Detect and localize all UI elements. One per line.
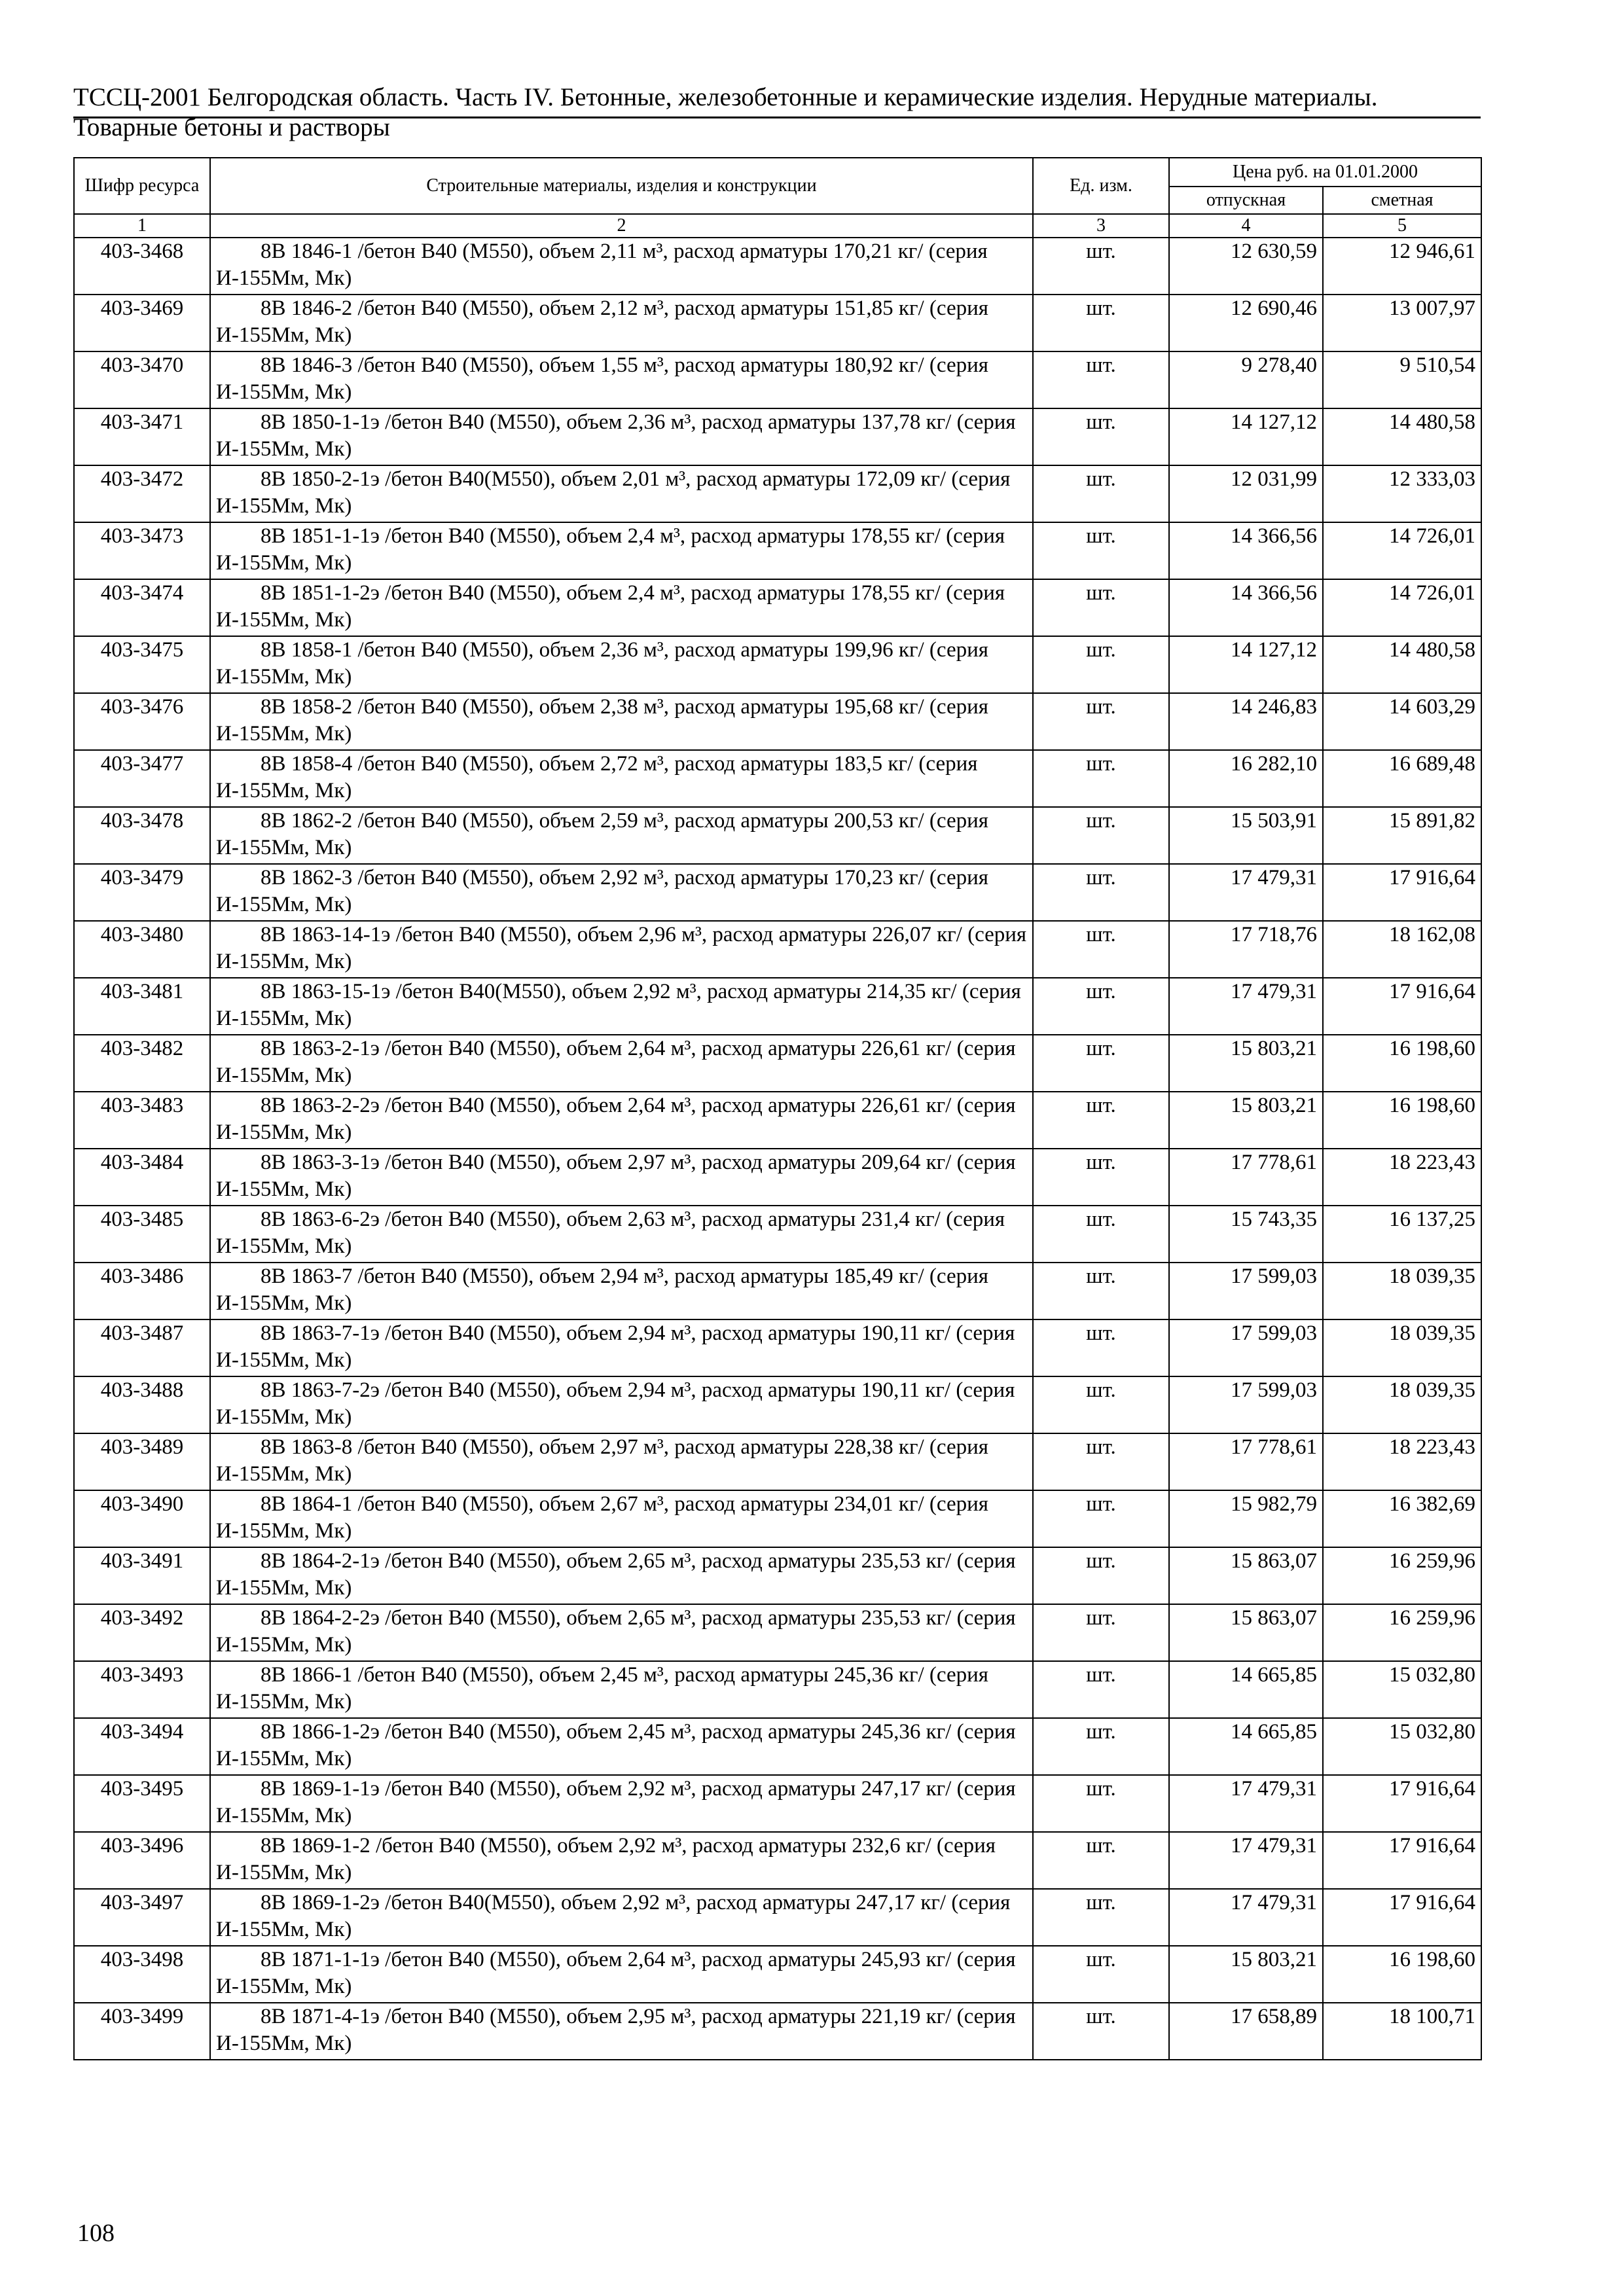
page-number: 108 [77, 2219, 115, 2247]
estimate-price: 15 891,82 [1323, 807, 1481, 864]
resource-code: 403-3489 [74, 1433, 210, 1490]
unit-of-measure: шт. [1033, 522, 1169, 579]
table-row [74, 921, 1481, 978]
release-price: 15 743,35 [1169, 1206, 1323, 1263]
resource-code: 403-3482 [74, 1035, 210, 1092]
resource-code: 403-3479 [74, 864, 210, 921]
column-number: 2 [210, 214, 1033, 238]
material-description: 8В 1863-14-1э /бетон В40 (М550), объем 2,96 м³, расход арматуры 226,07 кг/ (серия И-155Мм, Мк) [210, 921, 1033, 978]
unit-of-measure: шт. [1033, 693, 1169, 750]
material-description: 8В 1863-7-2э /бетон В40 (М550), объем 2,94 м³, расход арматуры 190,11 кг/ (серия И-155Мм, Мк) [210, 1376, 1033, 1433]
release-price: 17 778,61 [1169, 1433, 1323, 1490]
material-description: 8В 1846-2 /бетон В40 (М550), объем 2,12 м³, расход арматуры 151,85 кг/ (серия И-155Мм, Мк) [210, 295, 1033, 351]
material-description: 8В 1850-1-1э /бетон В40 (М550), объем 2,36 м³, расход арматуры 137,78 кг/ (серия И-155Мм, Мк) [210, 408, 1033, 465]
material-description: 8В 1863-15-1э /бетон В40(М550), объем 2,92 м³, расход арматуры 214,35 кг/ (серия И-155Мм, Мк) [210, 978, 1033, 1035]
material-description: 8В 1863-7 /бетон В40 (М550), объем 2,94 м³, расход арматуры 185,49 кг/ (серия И-155Мм, Мк) [210, 1263, 1033, 1319]
unit-of-measure: шт. [1033, 636, 1169, 693]
table-row [74, 238, 1481, 295]
release-price: 15 803,21 [1169, 1946, 1323, 2003]
resource-code: 403-3498 [74, 1946, 210, 2003]
header-unit: Ед. изм. [1033, 158, 1169, 214]
resource-code: 403-3483 [74, 1092, 210, 1149]
release-price: 17 479,31 [1169, 978, 1323, 1035]
resource-code: 403-3476 [74, 693, 210, 750]
unit-of-measure: шт. [1033, 1263, 1169, 1319]
table-row [74, 1775, 1481, 1832]
resource-code: 403-3499 [74, 2003, 210, 2060]
resource-code: 403-3487 [74, 1319, 210, 1376]
release-price: 15 863,07 [1169, 1547, 1323, 1604]
estimate-price: 9 510,54 [1323, 351, 1481, 408]
resource-code: 403-3495 [74, 1775, 210, 1832]
table-row [74, 1547, 1481, 1604]
unit-of-measure: шт. [1033, 1832, 1169, 1889]
unit-of-measure: шт. [1033, 750, 1169, 807]
material-description: 8В 1863-3-1э /бетон В40 (М550), объем 2,97 м³, расход арматуры 209,64 кг/ (серия И-155Мм, Мк) [210, 1149, 1033, 1206]
release-price: 15 503,91 [1169, 807, 1323, 864]
unit-of-measure: шт. [1033, 921, 1169, 978]
header-materials: Строительные материалы, изделия и конструкции [210, 158, 1033, 214]
resource-code: 403-3490 [74, 1490, 210, 1547]
estimate-price: 16 137,25 [1323, 1206, 1481, 1263]
unit-of-measure: шт. [1033, 2003, 1169, 2060]
unit-of-measure: шт. [1033, 1946, 1169, 2003]
material-description: 8В 1866-1-2э /бетон В40 (М550), объем 2,45 м³, расход арматуры 245,36 кг/ (серия И-155Мм, Мк) [210, 1718, 1033, 1775]
release-price: 17 599,03 [1169, 1263, 1323, 1319]
material-description: 8В 1871-1-1э /бетон В40 (М550), объем 2,64 м³, расход арматуры 245,93 кг/ (серия И-155Мм, Мк) [210, 1946, 1033, 2003]
material-description: 8В 1851-1-1э /бетон В40 (М550), объем 2,4 м³, расход арматуры 178,55 кг/ (серия И-155Мм, Мк) [210, 522, 1033, 579]
column-number: 3 [1033, 214, 1169, 238]
release-price: 15 803,21 [1169, 1092, 1323, 1149]
material-description: 8В 1858-2 /бетон В40 (М550), объем 2,38 м³, расход арматуры 195,68 кг/ (серия И-155Мм, Мк) [210, 693, 1033, 750]
table-row [74, 1490, 1481, 1547]
estimate-price: 16 259,96 [1323, 1604, 1481, 1661]
release-price: 17 658,89 [1169, 2003, 1323, 2060]
table-row [74, 579, 1481, 636]
unit-of-measure: шт. [1033, 1547, 1169, 1604]
table-row [74, 636, 1481, 693]
release-price: 17 599,03 [1169, 1319, 1323, 1376]
estimate-price: 17 916,64 [1323, 1775, 1481, 1832]
resource-code: 403-3480 [74, 921, 210, 978]
estimate-price: 12 946,61 [1323, 238, 1481, 295]
material-description: 8В 1863-7-1э /бетон В40 (М550), объем 2,94 м³, расход арматуры 190,11 кг/ (серия И-155Мм, Мк) [210, 1319, 1033, 1376]
material-description: 8В 1869-1-1э /бетон В40 (М550), объем 2,92 м³, расход арматуры 247,17 кг/ (серия И-155Мм, Мк) [210, 1775, 1033, 1832]
release-price: 14 366,56 [1169, 579, 1323, 636]
estimate-price: 16 259,96 [1323, 1547, 1481, 1604]
estimate-price: 18 039,35 [1323, 1376, 1481, 1433]
release-price: 12 031,99 [1169, 465, 1323, 522]
material-description: 8В 1862-3 /бетон В40 (М550), объем 2,92 м³, расход арматуры 170,23 кг/ (серия И-155Мм, Мк) [210, 864, 1033, 921]
release-price: 14 665,85 [1169, 1661, 1323, 1718]
resource-code: 403-3484 [74, 1149, 210, 1206]
release-price: 12 630,59 [1169, 238, 1323, 295]
table-row [74, 1319, 1481, 1376]
resource-code: 403-3481 [74, 978, 210, 1035]
unit-of-measure: шт. [1033, 978, 1169, 1035]
table-row [74, 1832, 1481, 1889]
table-row [74, 1263, 1481, 1319]
release-price: 15 803,21 [1169, 1035, 1323, 1092]
unit-of-measure: шт. [1033, 864, 1169, 921]
estimate-price: 16 198,60 [1323, 1035, 1481, 1092]
table-row [74, 1206, 1481, 1263]
resource-code: 403-3492 [74, 1604, 210, 1661]
resource-code: 403-3478 [74, 807, 210, 864]
resource-code: 403-3491 [74, 1547, 210, 1604]
unit-of-measure: шт. [1033, 807, 1169, 864]
estimate-price: 16 689,48 [1323, 750, 1481, 807]
unit-of-measure: шт. [1033, 1206, 1169, 1263]
estimate-price: 18 039,35 [1323, 1263, 1481, 1319]
document-title: ТССЦ-2001 Белгородская область. Часть IV. Бетонные, железобетонные и керамические изделия. Нерудные материалы. Товарные бетоны и растворы [73, 83, 1378, 141]
material-description: 8В 1863-6-2э /бетон В40 (М550), объем 2,63 м³, расход арматуры 231,4 кг/ (серия И-155Мм, Мк) [210, 1206, 1033, 1263]
table-row [74, 693, 1481, 750]
release-price: 12 690,46 [1169, 295, 1323, 351]
table-row [74, 295, 1481, 351]
material-description: 8В 1864-1 /бетон В40 (М550), объем 2,67 м³, расход арматуры 234,01 кг/ (серия И-155Мм, Мк) [210, 1490, 1033, 1547]
column-number: 5 [1323, 214, 1481, 238]
material-description: 8В 1862-2 /бетон В40 (М550), объем 2,59 м³, расход арматуры 200,53 кг/ (серия И-155Мм, Мк) [210, 807, 1033, 864]
material-description: 8В 1864-2-1э /бетон В40 (М550), объем 2,65 м³, расход арматуры 235,53 кг/ (серия И-155Мм, Мк) [210, 1547, 1033, 1604]
table-row [74, 1092, 1481, 1149]
unit-of-measure: шт. [1033, 1889, 1169, 1946]
unit-of-measure: шт. [1033, 1775, 1169, 1832]
unit-of-measure: шт. [1033, 1035, 1169, 1092]
table-row [74, 522, 1481, 579]
material-description: 8В 1863-2-1э /бетон В40 (М550), объем 2,64 м³, расход арматуры 226,61 кг/ (серия И-155Мм, Мк) [210, 1035, 1033, 1092]
estimate-price: 18 223,43 [1323, 1149, 1481, 1206]
estimate-price: 18 162,08 [1323, 921, 1481, 978]
header-price-group: Цена руб. на 01.01.2000 [1169, 158, 1481, 187]
material-description: 8В 1846-3 /бетон В40 (М550), объем 1,55 м³, расход арматуры 180,92 кг/ (серия И-155Мм, Мк) [210, 351, 1033, 408]
resource-code: 403-3485 [74, 1206, 210, 1263]
header-code: Шифр ресурса [74, 158, 210, 214]
resource-code: 403-3473 [74, 522, 210, 579]
unit-of-measure: шт. [1033, 351, 1169, 408]
estimate-price: 15 032,80 [1323, 1718, 1481, 1775]
unit-of-measure: шт. [1033, 1149, 1169, 1206]
release-price: 17 479,31 [1169, 1889, 1323, 1946]
release-price: 16 282,10 [1169, 750, 1323, 807]
unit-of-measure: шт. [1033, 1319, 1169, 1376]
material-description: 8В 1863-2-2э /бетон В40 (М550), объем 2,64 м³, расход арматуры 226,61 кг/ (серия И-155Мм, Мк) [210, 1092, 1033, 1149]
release-price: 14 127,12 [1169, 636, 1323, 693]
unit-of-measure: шт. [1033, 1604, 1169, 1661]
header-divider [73, 117, 1481, 118]
release-price: 15 863,07 [1169, 1604, 1323, 1661]
resource-code: 403-3493 [74, 1661, 210, 1718]
estimate-price: 14 726,01 [1323, 579, 1481, 636]
material-description: 8В 1864-2-2э /бетон В40 (М550), объем 2,65 м³, расход арматуры 235,53 кг/ (серия И-155Мм, Мк) [210, 1604, 1033, 1661]
material-description: 8В 1871-4-1э /бетон В40 (М550), объем 2,95 м³, расход арматуры 221,19 кг/ (серия И-155Мм, Мк) [210, 2003, 1033, 2060]
resource-code: 403-3474 [74, 579, 210, 636]
material-description: 8В 1869-1-2 /бетон В40 (М550), объем 2,92 м³, расход арматуры 232,6 кг/ (серия И-155Мм, Мк) [210, 1832, 1033, 1889]
resource-code: 403-3471 [74, 408, 210, 465]
release-price: 17 778,61 [1169, 1149, 1323, 1206]
header-price-release: отпускная [1169, 187, 1323, 214]
table-row [74, 351, 1481, 408]
unit-of-measure: шт. [1033, 1092, 1169, 1149]
estimate-price: 12 333,03 [1323, 465, 1481, 522]
release-price: 15 982,79 [1169, 1490, 1323, 1547]
unit-of-measure: шт. [1033, 1661, 1169, 1718]
material-description: 8В 1851-1-2э /бетон В40 (М550), объем 2,4 м³, расход арматуры 178,55 кг/ (серия И-155Мм, Мк) [210, 579, 1033, 636]
estimate-price: 14 603,29 [1323, 693, 1481, 750]
resource-code: 403-3477 [74, 750, 210, 807]
resource-code: 403-3497 [74, 1889, 210, 1946]
resource-code: 403-3488 [74, 1376, 210, 1433]
release-price: 17 479,31 [1169, 864, 1323, 921]
resource-code: 403-3486 [74, 1263, 210, 1319]
table-row [74, 1889, 1481, 1946]
table-row [74, 1149, 1481, 1206]
release-price: 14 366,56 [1169, 522, 1323, 579]
release-price: 14 127,12 [1169, 408, 1323, 465]
header-price-estimate: сметная [1323, 187, 1481, 214]
estimate-price: 17 916,64 [1323, 978, 1481, 1035]
unit-of-measure: шт. [1033, 408, 1169, 465]
table-row [74, 408, 1481, 465]
estimate-price: 17 916,64 [1323, 864, 1481, 921]
resource-code: 403-3496 [74, 1832, 210, 1889]
release-price: 17 479,31 [1169, 1775, 1323, 1832]
resource-code: 403-3475 [74, 636, 210, 693]
unit-of-measure: шт. [1033, 1376, 1169, 1433]
estimate-price: 16 382,69 [1323, 1490, 1481, 1547]
table-row [74, 1718, 1481, 1775]
estimate-price: 17 916,64 [1323, 1832, 1481, 1889]
table-row [74, 1035, 1481, 1092]
estimate-price: 14 726,01 [1323, 522, 1481, 579]
column-number: 4 [1169, 214, 1323, 238]
estimate-price: 14 480,58 [1323, 408, 1481, 465]
release-price: 9 278,40 [1169, 351, 1323, 408]
price-table-body [74, 238, 1481, 2060]
unit-of-measure: шт. [1033, 465, 1169, 522]
unit-of-measure: шт. [1033, 238, 1169, 295]
estimate-price: 15 032,80 [1323, 1661, 1481, 1718]
release-price: 14 246,83 [1169, 693, 1323, 750]
table-row [74, 1376, 1481, 1433]
estimate-price: 14 480,58 [1323, 636, 1481, 693]
release-price: 17 718,76 [1169, 921, 1323, 978]
table-row [74, 465, 1481, 522]
unit-of-measure: шт. [1033, 579, 1169, 636]
resource-code: 403-3494 [74, 1718, 210, 1775]
unit-of-measure: шт. [1033, 295, 1169, 351]
table-row [74, 1661, 1481, 1718]
table-row [74, 978, 1481, 1035]
price-table [73, 157, 1482, 2060]
material-description: 8В 1858-1 /бетон В40 (М550), объем 2,36 м³, расход арматуры 199,96 кг/ (серия И-155Мм, Мк) [210, 636, 1033, 693]
table-row [74, 864, 1481, 921]
release-price: 17 479,31 [1169, 1832, 1323, 1889]
resource-code: 403-3472 [74, 465, 210, 522]
material-description: 8В 1846-1 /бетон В40 (М550), объем 2,11 м³, расход арматуры 170,21 кг/ (серия И-155Мм, Мк) [210, 238, 1033, 295]
table-row [74, 1604, 1481, 1661]
unit-of-measure: шт. [1033, 1718, 1169, 1775]
table-row [74, 1946, 1481, 2003]
material-description: 8В 1866-1 /бетон В40 (М550), объем 2,45 м³, расход арматуры 245,36 кг/ (серия И-155Мм, Мк) [210, 1661, 1033, 1718]
release-price: 14 665,85 [1169, 1718, 1323, 1775]
material-description: 8В 1869-1-2э /бетон В40(М550), объем 2,92 м³, расход арматуры 247,17 кг/ (серия И-155Мм, Мк) [210, 1889, 1033, 1946]
table-row [74, 1433, 1481, 1490]
estimate-price: 16 198,60 [1323, 1946, 1481, 2003]
table-row [74, 807, 1481, 864]
table-row [74, 750, 1481, 807]
estimate-price: 18 223,43 [1323, 1433, 1481, 1490]
resource-code: 403-3469 [74, 295, 210, 351]
resource-code: 403-3468 [74, 238, 210, 295]
estimate-price: 18 100,71 [1323, 2003, 1481, 2060]
estimate-price: 17 916,64 [1323, 1889, 1481, 1946]
material-description: 8В 1850-2-1э /бетон В40(М550), объем 2,01 м³, расход арматуры 172,09 кг/ (серия И-155Мм, Мк) [210, 465, 1033, 522]
table-row [74, 2003, 1481, 2060]
material-description: 8В 1863-8 /бетон В40 (М550), объем 2,97 м³, расход арматуры 228,38 кг/ (серия И-155Мм, Мк) [210, 1433, 1033, 1490]
estimate-price: 13 007,97 [1323, 295, 1481, 351]
unit-of-measure: шт. [1033, 1433, 1169, 1490]
column-number: 1 [74, 214, 210, 238]
unit-of-measure: шт. [1033, 1490, 1169, 1547]
resource-code: 403-3470 [74, 351, 210, 408]
release-price: 17 599,03 [1169, 1376, 1323, 1433]
estimate-price: 18 039,35 [1323, 1319, 1481, 1376]
estimate-price: 16 198,60 [1323, 1092, 1481, 1149]
material-description: 8В 1858-4 /бетон В40 (М550), объем 2,72 м³, расход арматуры 183,5 кг/ (серия И-155Мм, Мк) [210, 750, 1033, 807]
